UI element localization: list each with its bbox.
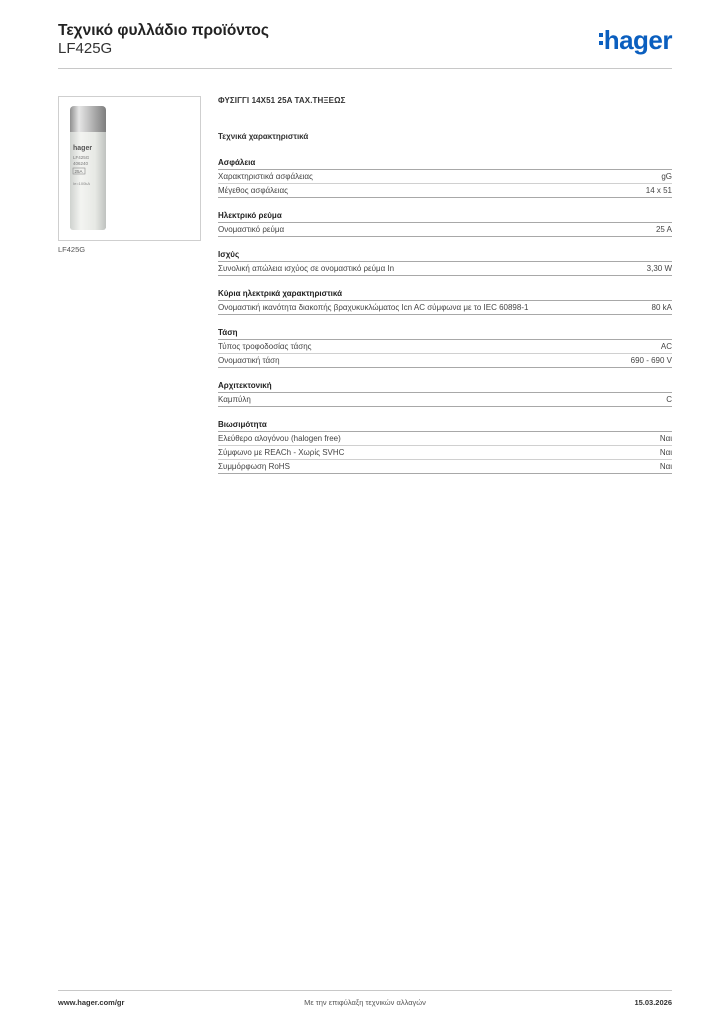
spec-label: Τύπος τροφοδοσίας τάσης (218, 342, 312, 351)
spec-value: Ναι (659, 434, 672, 443)
spec-group-title: Ηλεκτρικό ρεύμα (218, 210, 672, 223)
spec-row (218, 393, 672, 407)
fuse-label-capacity: Ie=100kA (73, 181, 91, 186)
spec-label: Ονομαστική τάση (218, 356, 280, 365)
spec-group (218, 210, 672, 237)
spec-value: gG (661, 172, 672, 181)
spec-value: Ναι (659, 448, 672, 457)
spec-label: Μέγεθος ασφάλειας (218, 186, 288, 195)
footer-website-link[interactable]: www.hager.com/gr (58, 998, 125, 1007)
document-title: Τεχνικό φυλλάδιο προϊόντος (58, 22, 269, 39)
spec-row (218, 432, 672, 446)
header-divider (58, 68, 672, 69)
spec-value: 80 kA (651, 303, 672, 312)
spec-group (218, 288, 672, 315)
spec-value: 3,30 W (646, 264, 672, 273)
spec-label: Ονομαστικό ρεύμα (218, 225, 285, 234)
spec-label: Καμπύλη (218, 395, 251, 404)
spec-label: Ονομαστική ικανότητα διακοπής βραχυκυκλώματος Icn AC σύμφωνα με το IEC 60898-1 (218, 303, 529, 312)
technical-content (218, 96, 672, 474)
fuse-label-brand: hager (73, 145, 93, 152)
spec-label: Σύμφωνο με REACh - Χωρίς SVHC (218, 448, 345, 457)
fuse-label-code: LF425G (73, 155, 90, 160)
spec-row (218, 446, 672, 460)
section-heading: Τεχνικά χαρακτηριστικά (218, 132, 309, 141)
spec-row (218, 340, 672, 354)
page-header (58, 22, 672, 68)
spec-row (218, 354, 672, 368)
spec-row (218, 262, 672, 276)
hager-logo (599, 25, 672, 55)
spec-label: Συμμόρφωση RoHS (218, 462, 290, 471)
product-code: LF425G (58, 40, 113, 57)
spec-group (218, 249, 672, 276)
spec-value: 14 x 51 (645, 186, 672, 195)
characteristics-groups (218, 157, 672, 474)
spec-group-title: Κύρια ηλεκτρικά χαρακτηριστικά (218, 288, 672, 301)
spec-value: C (666, 395, 672, 404)
spec-row (218, 170, 672, 184)
footer-date: 15.03.2026 (634, 998, 672, 1007)
footer-divider (58, 990, 672, 991)
product-description: ΦΥΣΙΓΓΙ 14X51 25A ΤΑΧ.ΤΗΞΕΩΣ (218, 96, 346, 105)
spec-group-title: Ισχύς (218, 249, 672, 262)
footer-notice: Με την επιφύλαξη τεχνικών αλλαγών (304, 998, 426, 1007)
fuse-label-ref: 406240 (73, 161, 89, 166)
spec-value: 690 - 690 V (630, 356, 672, 365)
logo-dots-icon (599, 25, 603, 45)
spec-row (218, 301, 672, 315)
spec-group (218, 157, 672, 198)
spec-group (218, 380, 672, 407)
spec-group (218, 419, 672, 474)
product-image-caption: LF425G (58, 245, 86, 254)
spec-value: AC (660, 342, 672, 351)
spec-label: Συνολική απώλεια ισχύος σε ονομαστικό ρεύμα In (218, 264, 395, 273)
spec-group-title: Τάση (218, 327, 672, 340)
spec-value: 25 A (655, 225, 672, 234)
spec-group-title: Βιωσιμότητα (218, 419, 672, 432)
product-image-frame (58, 96, 201, 241)
spec-group (218, 327, 672, 368)
spec-row (218, 184, 672, 198)
spec-value: Ναι (659, 462, 672, 471)
fuse-label-rating: 25A (74, 169, 83, 174)
fuse-cartridge-image (66, 102, 194, 236)
logo-text: hager (603, 25, 672, 55)
spec-label: Ελεύθερο αλογόνου (halogen free) (218, 434, 341, 443)
spec-row (218, 223, 672, 237)
spec-label: Χαρακτηριστικά ασφάλειας (218, 172, 313, 181)
spec-group-title: Ασφάλεια (218, 157, 672, 170)
spec-row (218, 460, 672, 474)
spec-group-title: Αρχιτεκτονική (218, 380, 672, 393)
